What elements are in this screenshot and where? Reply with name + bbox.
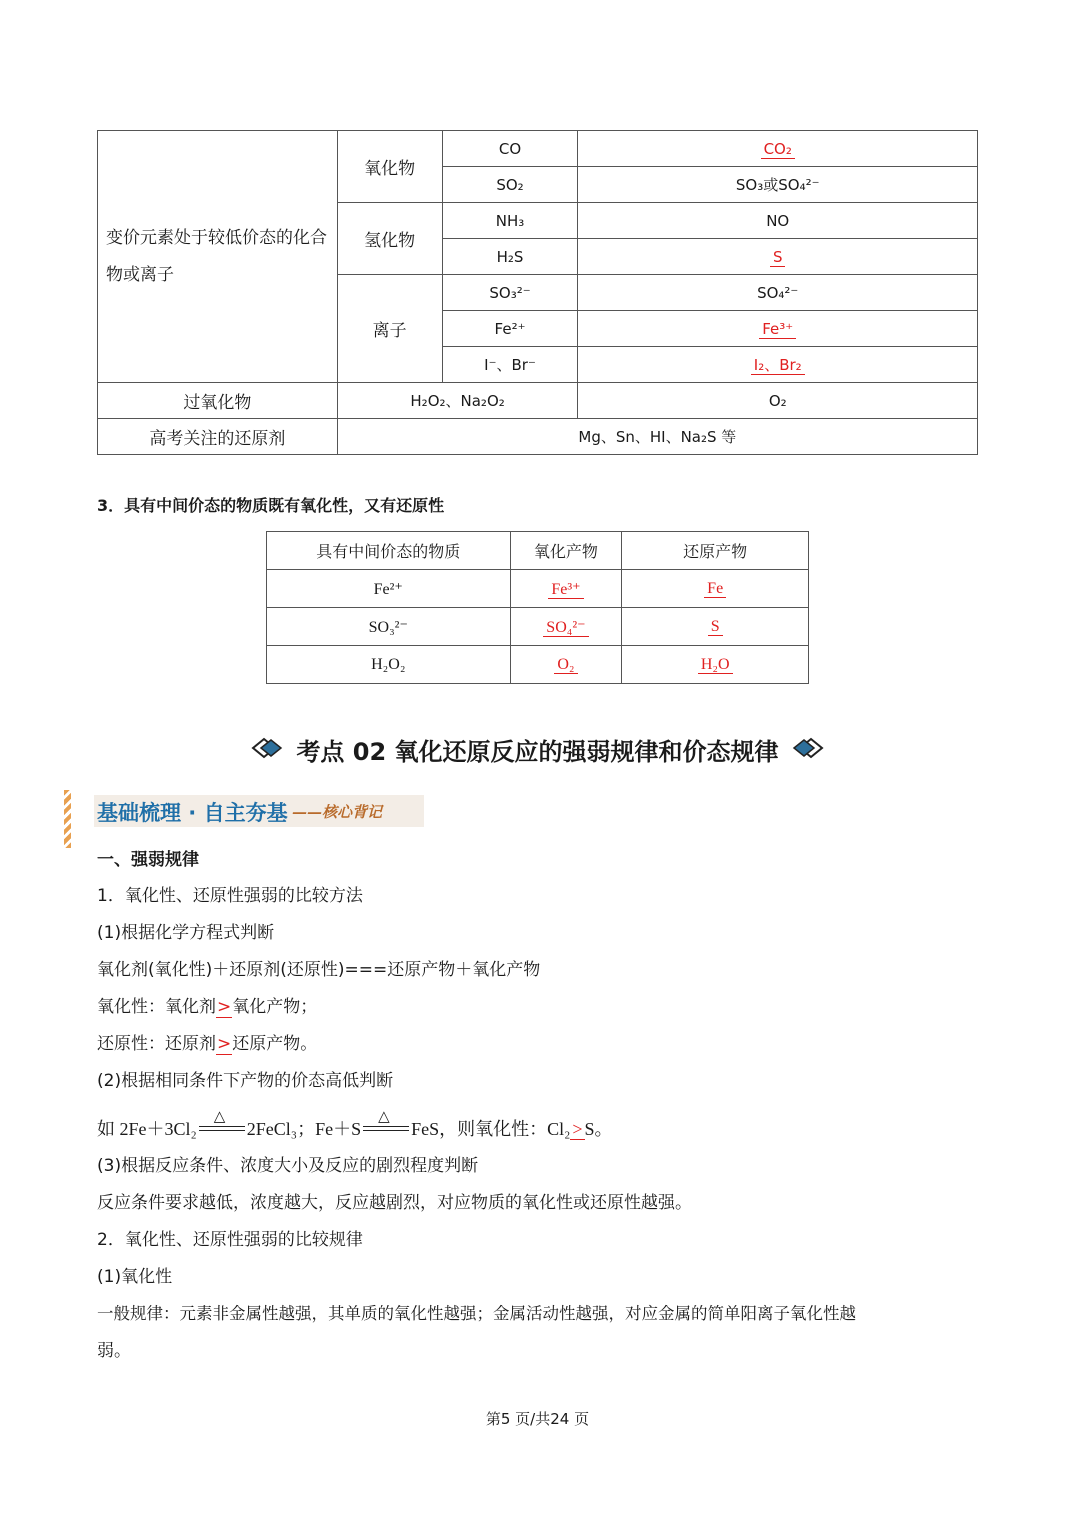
reagent-cell — [442, 275, 578, 311]
answer-text: I₂、Br₂ — [751, 356, 805, 375]
banner-sub: ——核心背记 — [292, 803, 383, 821]
banner-stripe — [64, 790, 71, 848]
paragraph: 2．氧化性、还原性强弱的比较规律 — [97, 1230, 363, 1250]
product-cell — [578, 167, 978, 203]
peroxide-product-cell — [578, 383, 978, 419]
delta-icon: △ — [213, 1109, 226, 1125]
substance-text: H₂O₂ — [371, 655, 406, 673]
hydride-group-cell — [337, 203, 442, 275]
reagent-text: H₂S — [496, 247, 524, 266]
gaokao-label: 高考关注的还原剂 — [149, 429, 286, 449]
oxide-label: 氧化物 — [364, 159, 416, 179]
header-text: 还原产物 — [683, 542, 748, 561]
answer-text: Fe³⁺ — [759, 320, 796, 339]
product-text: SO₄²⁻ — [757, 283, 799, 302]
kaodian-title-row — [0, 732, 1075, 767]
answer-text: Fe — [704, 580, 726, 598]
reagent-text: I⁻、Br⁻ — [484, 356, 536, 374]
delta-icon: △ — [378, 1109, 390, 1125]
header-cell — [510, 532, 622, 570]
answer-text: > — [572, 1119, 583, 1139]
answer-text: S — [708, 618, 723, 636]
paragraph — [97, 1032, 317, 1056]
oxidation-product-cell — [510, 608, 622, 646]
heat-arrow — [197, 1109, 247, 1137]
reducing-agent-table — [97, 130, 978, 455]
peroxide-reagent: H₂O₂、Na₂O₂ — [410, 392, 505, 410]
ion-group-cell — [337, 275, 442, 383]
product-cell — [578, 203, 978, 239]
equation-text: 2FeCl₃；Fe＋S — [246, 1119, 362, 1139]
paragraph: (2)根据相同条件下产物的价态高低判断 — [97, 1071, 394, 1091]
answer-text: S — [770, 248, 786, 267]
answer-text: > — [217, 1034, 232, 1054]
peroxide-product: O₂ — [768, 391, 787, 410]
paragraph: (1)根据化学方程式判断 — [97, 923, 275, 943]
heading-strength-rule: 一、强弱规律 — [97, 850, 199, 870]
paragraph: 弱。 — [97, 1341, 131, 1361]
paragraph: 氧化剂(氧化性)＋还原剂(还原性)===还原产物＋氧化产物 — [97, 960, 541, 980]
paragraph — [97, 995, 317, 1019]
text-span: 氧化性：氧化剂 — [97, 997, 216, 1017]
reagent-text: SO₃²⁻ — [489, 283, 531, 302]
product-cell — [578, 239, 978, 275]
equation-text: FeS，则氧化性：Cl₂ — [411, 1119, 571, 1139]
intermediate-valence-table — [266, 531, 809, 684]
reagent-cell — [442, 311, 578, 347]
product-text: NO — [766, 211, 790, 230]
substance-cell — [267, 608, 511, 646]
answer-text: CO₂ — [761, 140, 795, 159]
reagent-cell — [442, 347, 578, 383]
peroxide-reagent-cell — [337, 383, 578, 419]
equation-text: 如 2Fe＋3Cl₂ — [97, 1119, 197, 1139]
reagent-cell — [442, 239, 578, 275]
kaodian-title: 考点 02 氧化还原反应的强弱规律和价态规律 — [296, 738, 779, 766]
reagent-text: Fe²⁺ — [494, 319, 526, 338]
paragraph: 1．氧化性、还原性强弱的比较方法 — [97, 886, 363, 906]
text-span: 还原产物。 — [232, 1034, 318, 1054]
gaokao-value: Mg、Sn、HI、Na₂S 等 — [578, 428, 737, 446]
text-span: 氧化产物； — [232, 997, 318, 1017]
oxide-group-cell — [337, 131, 442, 203]
product-cell — [578, 347, 978, 383]
paragraph: 反应条件要求越低，浓度越大，反应越剧烈，对应物质的氧化性或还原性越强。 — [97, 1193, 692, 1213]
merged-label: 变价元素处于较低价态的化合物或离子 — [106, 227, 327, 285]
peroxide-label: 过氧化物 — [183, 393, 252, 413]
heat-arrow — [361, 1109, 411, 1137]
text-span: 还原性：还原剂 — [97, 1034, 216, 1054]
merged-label-cell — [98, 131, 338, 383]
answer-text: SO₄²⁻ — [543, 619, 588, 637]
reagent-cell — [442, 167, 578, 203]
ion-label: 离子 — [372, 321, 407, 341]
diamond-icon — [251, 737, 285, 763]
reduction-product-cell — [622, 570, 809, 608]
answer-text: > — [217, 997, 232, 1017]
answer-text: H₂O — [698, 656, 733, 674]
reagent-text: SO₂ — [496, 175, 524, 194]
reduction-product-cell — [622, 646, 809, 684]
equation-text: S。 — [584, 1119, 613, 1139]
hydride-label: 氢化物 — [364, 231, 416, 251]
reagent-cell — [442, 203, 578, 239]
reagent-cell — [442, 131, 578, 167]
paragraph: (3)根据反应条件、浓度大小及反应的剧烈程度判断 — [97, 1156, 479, 1176]
peroxide-label-cell — [98, 383, 338, 419]
product-cell — [578, 311, 978, 347]
substance-text: Fe²⁺ — [373, 580, 403, 598]
header-text: 具有中间价态的物质 — [316, 542, 461, 561]
section3-heading: 3．具有中间价态的物质既有氧化性，又有还原性 — [97, 496, 445, 515]
page-footer: 第5 页/共24 页 — [485, 1410, 590, 1428]
product-cell — [578, 131, 978, 167]
product-cell — [578, 275, 978, 311]
equation-line — [97, 1109, 613, 1141]
substance-text: SO₃²⁻ — [368, 618, 408, 636]
header-cell — [267, 532, 511, 570]
product-text: SO₃或SO₄²⁻ — [735, 176, 820, 194]
reagent-text: CO — [498, 139, 522, 158]
substance-cell — [267, 646, 511, 684]
oxidation-product-cell — [510, 570, 622, 608]
substance-cell — [267, 570, 511, 608]
diamond-icon — [790, 737, 824, 763]
banner-main: 基础梳理 · 自主夯基 — [97, 801, 288, 825]
header-text: 氧化产物 — [533, 542, 598, 561]
paragraph: (1)氧化性 — [97, 1267, 173, 1287]
reagent-text: NH₃ — [495, 211, 525, 230]
gaokao-label-cell — [98, 419, 338, 455]
gaokao-value-cell — [337, 419, 977, 455]
oxidation-product-cell — [510, 646, 622, 684]
header-cell — [622, 532, 809, 570]
paragraph: 一般规律：元素非金属性越强，其单质的氧化性越强；金属活动性越强，对应金属的简单阳离子氧化性越 — [97, 1304, 856, 1323]
answer-text: Fe³⁺ — [548, 581, 583, 599]
reduction-product-cell — [622, 608, 809, 646]
answer-text: O₂ — [554, 656, 577, 674]
section-banner — [94, 795, 424, 827]
